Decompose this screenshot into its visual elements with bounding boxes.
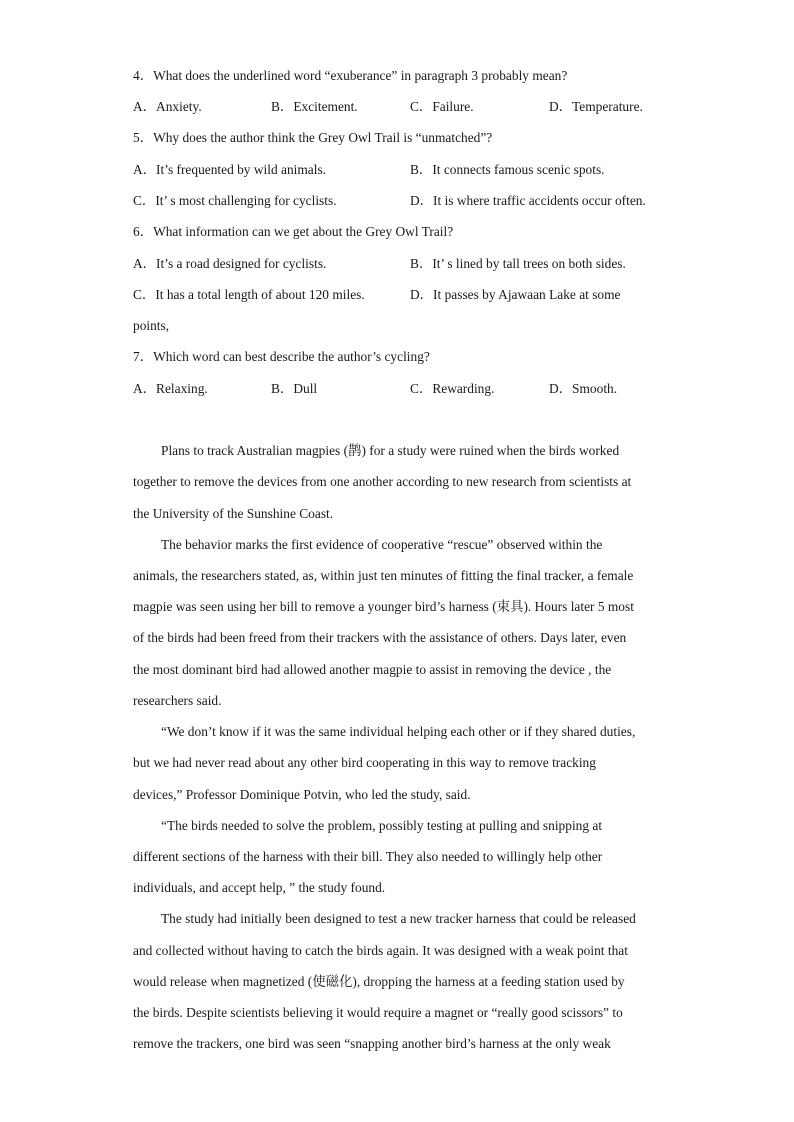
passage-line: but we had never read about any other bird cooperating in this way to remove tracking xyxy=(133,755,596,770)
question-4-stem: 4．What does the underlined word “exuberance” in paragraph 3 probably mean? xyxy=(133,68,568,83)
question-5-option-c: C．It’ s most challenging for cyclists. xyxy=(133,193,337,208)
question-4-option-b: B．Excitement. xyxy=(271,99,358,114)
passage-line: different sections of the harness with their bill. They also needed to willingly help other xyxy=(133,849,603,864)
passage-line: would release when magnetized (使磁化), dropping the harness at a feeding station used by xyxy=(133,974,625,989)
question-6-option-c: C．It has a total length of about 120 miles. xyxy=(133,287,365,302)
passage-line: the birds. Despite scientists believing it would require a magnet or “really good scissors” to xyxy=(133,1005,623,1020)
question-7-option-d: D．Smooth. xyxy=(549,381,618,396)
question-5-option-b: B．It connects famous scenic spots. xyxy=(410,162,605,177)
passage-line: The behavior marks the first evidence of cooperative “rescue” observed within the xyxy=(161,537,603,552)
question-7-stem: 7．Which word can best describe the author’s cycling? xyxy=(133,349,430,364)
question-5-option-d: D．It is where traffic accidents occur often. xyxy=(410,193,646,208)
question-7-option-b: B．Dull xyxy=(271,381,318,396)
passage-line: “We don’t know if it was the same individual helping each other or if they shared duties, xyxy=(161,724,636,739)
question-4-option-c: C．Failure. xyxy=(410,99,474,114)
question-7-option-c: C．Rewarding. xyxy=(410,381,495,396)
passage-line: together to remove the devices from one another according to new research from scientists at xyxy=(133,474,632,489)
question-6-option-d-continuation: points, xyxy=(133,318,170,333)
passage-line: The study had initially been designed to test a new tracker harness that could be released xyxy=(161,911,636,926)
question-6-option-d: D．It passes by Ajawaan Lake at some xyxy=(410,287,621,302)
passage-line: “The birds needed to solve the problem, possibly testing at pulling and snipping at xyxy=(161,818,603,833)
passage-line: the University of the Sunshine Coast. xyxy=(133,506,334,521)
question-6-option-b: B．It’ s lined by tall trees on both sides. xyxy=(410,256,626,271)
question-7-option-a: A．Relaxing. xyxy=(133,381,208,396)
passage-line: Plans to track Australian magpies (鹊) for a study were ruined when the birds worked xyxy=(161,443,620,458)
question-5-stem: 5．Why does the author think the Grey Owl Trail is “unmatched”? xyxy=(133,130,493,145)
passage-line: remove the trackers, one bird was seen “snapping another bird’s harness at the only weak xyxy=(133,1036,611,1051)
question-4-option-a: A．Anxiety. xyxy=(133,99,202,114)
question-6-option-a: A．It’s a road designed for cyclists. xyxy=(133,256,327,271)
passage-line: researchers said. xyxy=(133,693,222,708)
question-6-stem: 6．What information can we get about the Grey Owl Trail? xyxy=(133,224,454,239)
passage-line: and collected without having to catch the birds again. It was designed with a weak point that xyxy=(133,943,628,958)
passage-line: devices,” Professor Dominique Potvin, who led the study, said. xyxy=(133,787,471,802)
question-5-option-a: A．It’s frequented by wild animals. xyxy=(133,162,327,177)
question-4-option-d: D．Temperature. xyxy=(549,99,643,114)
passage-line: the most dominant bird had allowed another magpie to assist in removing the device , the xyxy=(133,662,612,677)
passage-line: magpie was seen using her bill to remove a younger bird’s harness (束具). Hours later 5 most xyxy=(133,599,634,614)
passage-line: of the birds had been freed from their trackers with the assistance of others. Days later, even xyxy=(133,630,627,645)
passage-line: individuals, and accept help, ” the study found. xyxy=(133,880,386,895)
passage-line: animals, the researchers stated, as, within just ten minutes of fitting the final tracker, a female xyxy=(133,568,634,583)
